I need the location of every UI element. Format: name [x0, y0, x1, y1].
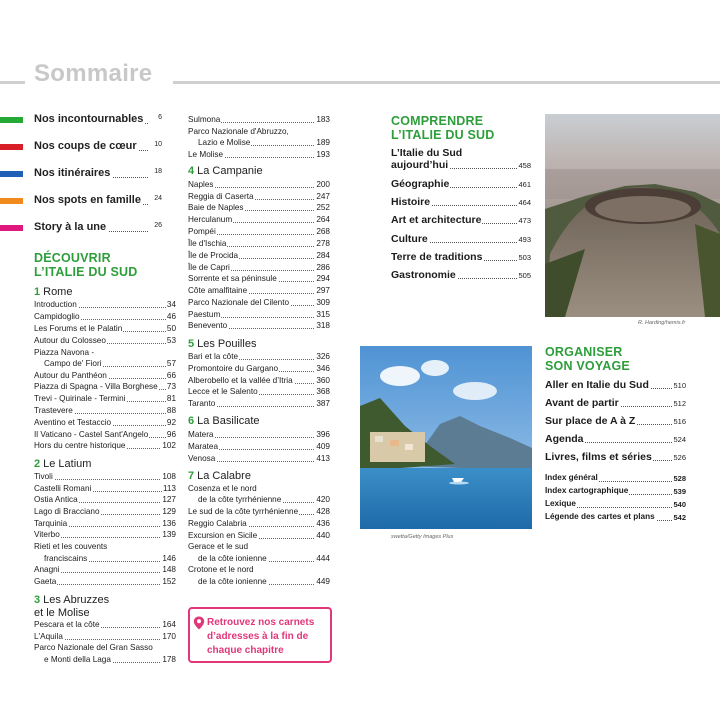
- toc-entry[interactable]: Parco Nazionale d'Abruzzo,: [188, 127, 289, 136]
- toc-entry[interactable]: Île d'Ischia 278: [188, 239, 330, 248]
- toc-entry[interactable]: Taranto 387: [188, 399, 330, 408]
- carnet-note-text: Retrouvez nos carnets d’adresses à la fin de chaque chapitre: [207, 617, 315, 656]
- toc-entry[interactable]: Pompéi 268: [188, 227, 330, 236]
- toc-entry[interactable]: Légende des cartes et plans 542: [545, 510, 686, 524]
- toc-entry[interactable]: Autour du Colosseo 53: [34, 336, 176, 345]
- toc-entry[interactable]: Reggia di Caserta 247: [188, 192, 330, 201]
- toc-entry[interactable]: Benevento 318: [188, 321, 330, 330]
- toc-entry[interactable]: Les Forums et le Palatin 50: [34, 324, 176, 333]
- toc-entry[interactable]: Autour du Panthéon 66: [34, 371, 176, 380]
- toc-entry[interactable]: Le Molise 193: [188, 150, 330, 159]
- toc-entry[interactable]: Venosa 413: [188, 454, 330, 463]
- highlight-story[interactable]: Story à la une 26: [34, 221, 162, 233]
- toc-entry[interactable]: Côte amalfitaine 297: [188, 286, 330, 295]
- toc-entry[interactable]: Reggio Calabria 436: [188, 519, 330, 528]
- toc-entry[interactable]: Art et architecture 473: [391, 214, 531, 226]
- toc-entry[interactable]: Hors du centre historique 102: [34, 441, 176, 450]
- amalfi-coast-photo: [360, 346, 532, 529]
- toc-entry[interactable]: Aller en Italie du Sud 510: [545, 379, 686, 391]
- toc-entry[interactable]: Tarquinia 136: [34, 519, 176, 528]
- toc-entry[interactable]: e Monti della Laga 178: [34, 654, 176, 665]
- toc-entry[interactable]: L'Aquila 170: [34, 632, 176, 641]
- toc-entry[interactable]: Lexique 540: [545, 497, 686, 511]
- toc-entry[interactable]: Rieti et les couvents: [34, 542, 108, 551]
- toc-entry[interactable]: Sorrente et sa péninsule 294: [188, 274, 330, 283]
- section-heading-organiser: ORGANISER SON VOYAGE: [545, 345, 630, 373]
- toc-entry[interactable]: Île de Procida 284: [188, 251, 330, 260]
- chapter-heading: 5 Les Pouilles: [188, 338, 257, 350]
- toc-entry[interactable]: Aventino et Testaccio 92: [34, 418, 176, 427]
- toc-entry[interactable]: Index général 528: [545, 471, 686, 485]
- chapter-heading: 4 La Campanie: [188, 165, 263, 177]
- toc-entry[interactable]: Campidoglio 46: [34, 312, 176, 321]
- toc-entry[interactable]: de la côte ionienne 444: [188, 553, 330, 564]
- toc-entry[interactable]: Introduction 34: [34, 300, 176, 309]
- toc-entry[interactable]: Sulmona 183: [188, 115, 330, 124]
- toc-entry[interactable]: Lago di Bracciano 129: [34, 507, 176, 516]
- toc-entry[interactable]: Naples 200: [188, 180, 330, 189]
- toc-entry[interactable]: Excursion en Sicile 440: [188, 531, 330, 540]
- toc-entry[interactable]: Tivoli 108: [34, 472, 176, 481]
- toc-entry[interactable]: Géographie 461: [391, 178, 531, 190]
- highlight-color-bar: [0, 225, 23, 231]
- toc-entry[interactable]: Herculanum 264: [188, 215, 330, 224]
- toc-entry[interactable]: Parco Nazionale del Gran Sasso: [34, 643, 153, 652]
- photo-credit: swetta/Getty Images Plus: [391, 534, 454, 540]
- title-rule: [173, 81, 720, 84]
- chapter-heading: 3 Les Abruzzes et le Molise: [34, 594, 110, 619]
- toc-entry[interactable]: Le sud de la côte tyrrhénienne 428: [188, 507, 330, 516]
- toc-entry[interactable]: Gastronomie 505: [391, 269, 531, 281]
- toc-entry[interactable]: Lazio e Molise 189: [188, 137, 330, 148]
- highlight-color-bar: [0, 144, 23, 150]
- chapter-heading: 2 Le Latium: [34, 458, 92, 470]
- toc-entry[interactable]: Maratea 409: [188, 442, 330, 451]
- map-pin-icon: [193, 616, 205, 630]
- highlight-incontournables[interactable]: Nos incontournables 6: [34, 113, 162, 125]
- toc-entry[interactable]: Alberobello et la vallée d’Itria 360: [188, 376, 330, 385]
- highlight-itineraires[interactable]: Nos itinéraires 18: [34, 167, 162, 179]
- photo-credit: R. Harding/hemis.fr: [638, 320, 686, 326]
- vesuvius-photo: [545, 114, 720, 317]
- toc-entry[interactable]: Histoire 464: [391, 196, 531, 208]
- toc-entry[interactable]: Sur place de A à Z 516: [545, 415, 686, 427]
- toc-entry[interactable]: Culture 493: [391, 233, 531, 245]
- toc-entry[interactable]: Livres, films et séries 526: [545, 451, 686, 463]
- highlight-coups-de-coeur[interactable]: Nos coups de cœur 10: [34, 140, 162, 152]
- chapter-heading: 6 La Basilicate: [188, 415, 260, 427]
- section-heading-comprendre: COMPRENDRE L’ITALIE DU SUD: [391, 114, 495, 142]
- toc-entry[interactable]: Agenda 524: [545, 433, 686, 445]
- highlight-color-bar: [0, 117, 23, 123]
- toc-entry[interactable]: Trevi - Quirinale - Termini 81: [34, 394, 176, 403]
- toc-entry[interactable]: Ostia Antica 127: [34, 495, 176, 504]
- toc-entry[interactable]: Île de Capri 286: [188, 263, 330, 272]
- toc-entry[interactable]: L’Italie du Sud aujourd’hui 458: [391, 147, 531, 171]
- chapter-heading: 1 Rome: [34, 286, 73, 298]
- toc-entry[interactable]: Piazza Navona -: [34, 348, 95, 357]
- page-title: Sommaire: [34, 60, 153, 87]
- highlight-color-bar: [0, 198, 23, 204]
- toc-entry[interactable]: Matera 396: [188, 430, 330, 439]
- toc-entry[interactable]: Pescara et la côte 164: [34, 620, 176, 629]
- toc-entry[interactable]: Parco Nazionale del Cilento 309: [188, 298, 330, 307]
- toc-entry[interactable]: Index cartographique 539: [545, 484, 686, 498]
- toc-entry[interactable]: Lecce et le Salento 368: [188, 387, 330, 396]
- toc-entry[interactable]: Campo de' Fiori 57: [34, 358, 176, 369]
- toc-entry[interactable]: Cosenza et le nord: [188, 484, 257, 493]
- title-rule: [0, 81, 25, 84]
- toc-entry[interactable]: Il Vaticano - Castel Sant'Angelo 96: [34, 430, 176, 439]
- toc-entry[interactable]: Bari et la côte 326: [188, 352, 330, 361]
- toc-entry[interactable]: Terre de traditions 503: [391, 251, 531, 263]
- toc-entry[interactable]: Castelli Romani 113: [34, 484, 176, 493]
- toc-entry[interactable]: Promontoire du Gargano 346: [188, 364, 330, 373]
- highlight-color-bar: [0, 171, 23, 177]
- chapter-heading: 7 La Calabre: [188, 470, 251, 482]
- highlight-spots-famille[interactable]: Nos spots en famille 24: [34, 194, 162, 206]
- section-heading-decouvrir: DÉCOUVRIR L’ITALIE DU SUD: [34, 251, 138, 279]
- toc-entry[interactable]: Piazza di Spagna - Villa Borghese 73: [34, 382, 176, 391]
- toc-entry[interactable]: Trastevere 88: [34, 406, 176, 415]
- toc-entry[interactable]: de la côte ionienne 449: [188, 576, 330, 587]
- toc-entry[interactable]: de la côte tyrrhénienne 420: [188, 494, 330, 505]
- toc-entry[interactable]: Paestum 315: [188, 310, 330, 319]
- toc-entry[interactable]: Crotone et le nord: [188, 565, 254, 574]
- toc-entry[interactable]: Viterbo 139: [34, 530, 176, 539]
- toc-entry[interactable]: Avant de partir 512: [545, 397, 686, 409]
- toc-entry[interactable]: Baie de Naples 252: [188, 203, 330, 212]
- toc-entry[interactable]: franciscains 146: [34, 553, 176, 564]
- toc-entry[interactable]: Gaeta 152: [34, 577, 176, 586]
- toc-entry[interactable]: Gerace et le sud: [188, 542, 249, 551]
- toc-entry[interactable]: Anagni 148: [34, 565, 176, 574]
